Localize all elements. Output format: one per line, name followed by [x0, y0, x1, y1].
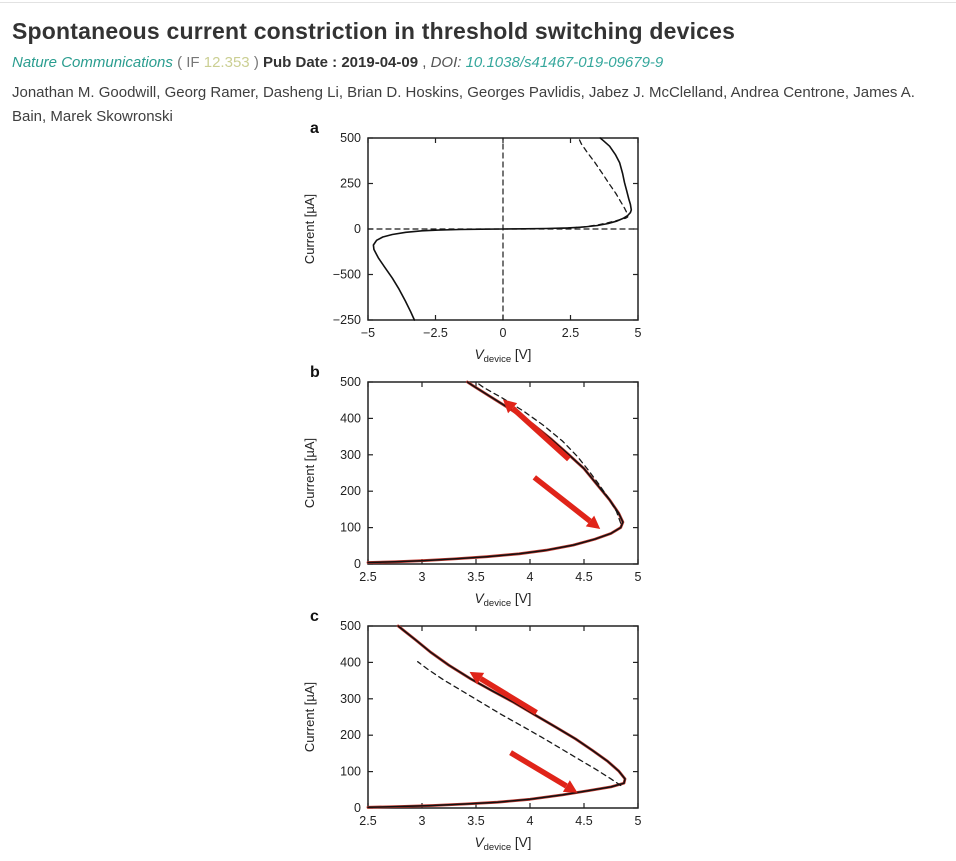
x-tick-label: 0 [499, 326, 507, 340]
x-tick-label: 5 [634, 326, 642, 340]
y-tick-label: 200 [340, 728, 361, 743]
series-solid-iv [368, 382, 623, 563]
y-axis-label: Current [µA] [302, 437, 317, 509]
y-tick-label: −500 [332, 267, 361, 282]
x-tick-label: −2.5 [423, 326, 448, 340]
figure-panel-a [300, 122, 660, 373]
x-tick-label: 3 [418, 814, 426, 828]
y-tick-label: 500 [340, 131, 361, 145]
article-meta-line [12, 54, 948, 71]
arrow-down-right-shaft [534, 477, 590, 521]
x-axis-label: $V_{device}$ [V] [474, 835, 532, 853]
y-tick-label: 250 [340, 176, 361, 191]
author-list: Jonathan M. Goodwill, Georg Ramer, Dasheng Li, Brian D. Hoskins, Georges Pavlidis, Jabez J. McClelland, Andrea Centrone, James A. Bain, Marek Skowronski [12, 84, 915, 125]
x-axis-label: $V_{device}$ [V] [474, 347, 532, 365]
y-tick-label: 300 [340, 447, 361, 462]
chart-a-canvas [300, 122, 652, 368]
impact-factor-prefix: ( IF [177, 54, 200, 71]
meta-separator: , [422, 54, 427, 71]
x-tick-label: 4 [526, 570, 534, 584]
y-axis-label: Current [µA] [302, 681, 317, 753]
y-tick-label: 300 [340, 691, 361, 706]
article-header [12, 18, 948, 129]
y-tick-label: 500 [340, 619, 361, 633]
x-tick-label: 2.5 [359, 814, 377, 828]
impact-factor-value: 12.353 [203, 54, 250, 71]
series-solid-iv [368, 626, 625, 807]
doi-label: DOI: [430, 54, 462, 71]
y-tick-label: 400 [340, 655, 361, 670]
y-tick-label: 0 [354, 557, 361, 571]
page-title: Spontaneous current constriction in threshold switching devices [12, 18, 736, 44]
figure-panel-c [300, 610, 660, 861]
plot-frame [368, 626, 638, 808]
panel-label-a: a [310, 120, 319, 137]
impact-factor-suffix: ) [253, 54, 259, 71]
y-tick-label: 100 [340, 520, 361, 535]
x-tick-label: 4.5 [575, 570, 593, 584]
x-tick-label: 4.5 [575, 814, 593, 828]
x-tick-label: 4 [526, 814, 534, 828]
panel-label-b: b [310, 364, 320, 381]
x-axis-label: $V_{device}$ [V] [474, 591, 532, 609]
x-tick-label: 3 [418, 570, 426, 584]
y-tick-label: 100 [340, 764, 361, 779]
doi-link[interactable]: 10.1038/s41467-019-09679-9 [465, 54, 664, 71]
series-red-iv [368, 382, 623, 563]
arrow-up-left-shaft [513, 408, 569, 459]
y-tick-label: 0 [354, 801, 361, 815]
chart-c-canvas [300, 610, 652, 856]
chart-b-canvas [300, 366, 652, 612]
y-tick-label: −250 [332, 313, 361, 327]
x-tick-label: 5 [634, 570, 642, 584]
series-dashed-iv [476, 382, 621, 523]
figure-panel-b [300, 366, 660, 617]
y-axis-label: Current [µA] [302, 193, 317, 265]
x-tick-label: 3.5 [467, 814, 485, 828]
panel-label-c: c [310, 608, 319, 625]
series-red-iv [368, 626, 625, 807]
x-tick-label: 2.5 [561, 326, 580, 340]
pub-date: Pub Date : 2019-04-09 [262, 54, 419, 71]
journal-name-link[interactable]: Nature Communications [12, 54, 173, 71]
x-tick-label: 2.5 [359, 570, 377, 584]
y-tick-label: 200 [340, 484, 361, 499]
y-tick-label: 0 [354, 222, 361, 236]
y-tick-label: 400 [340, 411, 361, 426]
plot-frame [368, 382, 638, 564]
page-top-divider [0, 2, 956, 3]
series-dashed-iv [418, 662, 621, 786]
x-tick-label: 3.5 [467, 570, 485, 584]
x-tick-label: 5 [634, 814, 642, 828]
y-tick-label: 500 [340, 375, 361, 389]
x-tick-label: −5 [360, 326, 376, 340]
series-dashed-iv [562, 138, 627, 228]
arrow-down-right-shaft [511, 753, 567, 786]
